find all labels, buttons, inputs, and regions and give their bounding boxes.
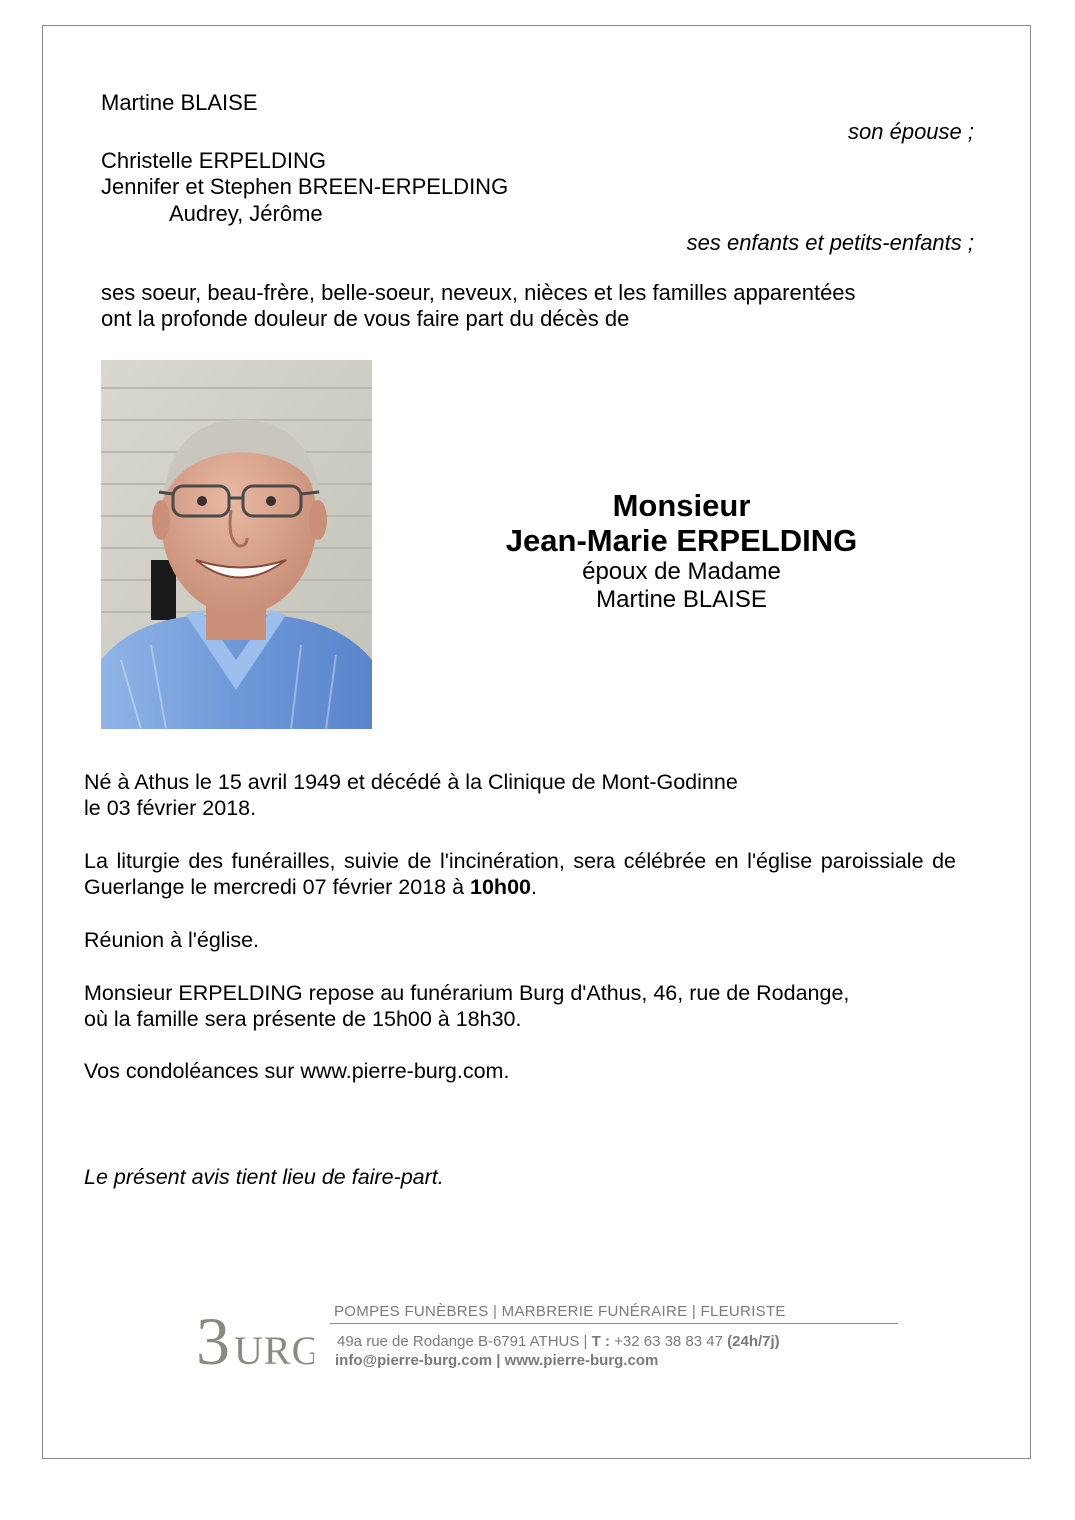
birth-paragraph bbox=[84, 769, 956, 821]
footer-phone-hours: (24h/7j) bbox=[727, 1333, 780, 1350]
svg-text:3: 3 bbox=[196, 1306, 230, 1370]
condolences-text: Vos condoléances sur www.pierre-burg.com. bbox=[84, 1059, 510, 1083]
burg-logo bbox=[196, 1306, 314, 1370]
funeral-text: La liturgie des funérailles, suivie de l'incinération, sera célébrée en l'église paroissiale de Guerlange le mercredi 07 février 2018 à bbox=[84, 849, 956, 899]
portrait-photo bbox=[101, 360, 372, 729]
spouse-role: son épouse ; bbox=[848, 119, 974, 144]
funeral-time: 10h00 bbox=[470, 875, 531, 899]
deceased-title: Monsieur bbox=[612, 488, 751, 523]
footer-phone: +32 63 38 83 47 bbox=[609, 1333, 728, 1350]
birth-line-1: Né à Athus le 15 avril 1949 et décédé à la Clinique de Mont-Godinne bbox=[84, 770, 738, 794]
relatives-line-2: ont la profonde douleur de vous faire part du décès de bbox=[101, 306, 630, 331]
deceased-relation: époux de Madame bbox=[582, 558, 781, 585]
footer-contact: info@pierre-burg.com | www.pierre-burg.com bbox=[335, 1352, 659, 1369]
grandchildren: Audrey, Jérôme bbox=[169, 201, 323, 226]
child-1: Christelle ERPELDING bbox=[101, 148, 326, 173]
birth-line-2: le 03 février 2018. bbox=[84, 796, 257, 820]
relatives-line-1: ses soeur, beau-frère, belle-soeur, neveux, nièces et les familles apparentées bbox=[101, 280, 856, 305]
deceased-name: Jean-Marie ERPELDING bbox=[505, 523, 858, 558]
rest-line-1: Monsieur ERPELDING repose au funérarium Burg d'Athus, 46, rue de Rodange, bbox=[84, 981, 850, 1005]
footer-phone-label: T : bbox=[591, 1333, 610, 1350]
child-2: Jennifer et Stephen BREEN-ERPELDING bbox=[101, 174, 509, 199]
children-role: ses enfants et petits-enfants ; bbox=[686, 230, 974, 255]
deceased-spouse: Martine BLAISE bbox=[596, 586, 767, 613]
footer-address-text: 49a rue de Rodange B-6791 ATHUS | bbox=[337, 1333, 592, 1350]
meeting-text: Réunion à l'église. bbox=[84, 928, 260, 952]
footer-address bbox=[337, 1333, 780, 1350]
funeral-end: . bbox=[530, 875, 537, 899]
svg-text:URG: URG bbox=[234, 1328, 314, 1370]
rest-paragraph bbox=[84, 980, 956, 1032]
notice-text: Le présent avis tient lieu de faire-part. bbox=[84, 1165, 444, 1189]
footer-divider bbox=[330, 1323, 898, 1324]
deceased-block bbox=[480, 488, 883, 614]
rest-line-2: où la famille sera présente de 15h00 à 18h30. bbox=[84, 1007, 522, 1031]
funeral-paragraph bbox=[84, 848, 956, 900]
spouse-name: Martine BLAISE bbox=[101, 90, 258, 115]
footer-services: POMPES FUNÈBRES | MARBRERIE FUNÉRAIRE | FLEURISTE bbox=[334, 1303, 786, 1320]
